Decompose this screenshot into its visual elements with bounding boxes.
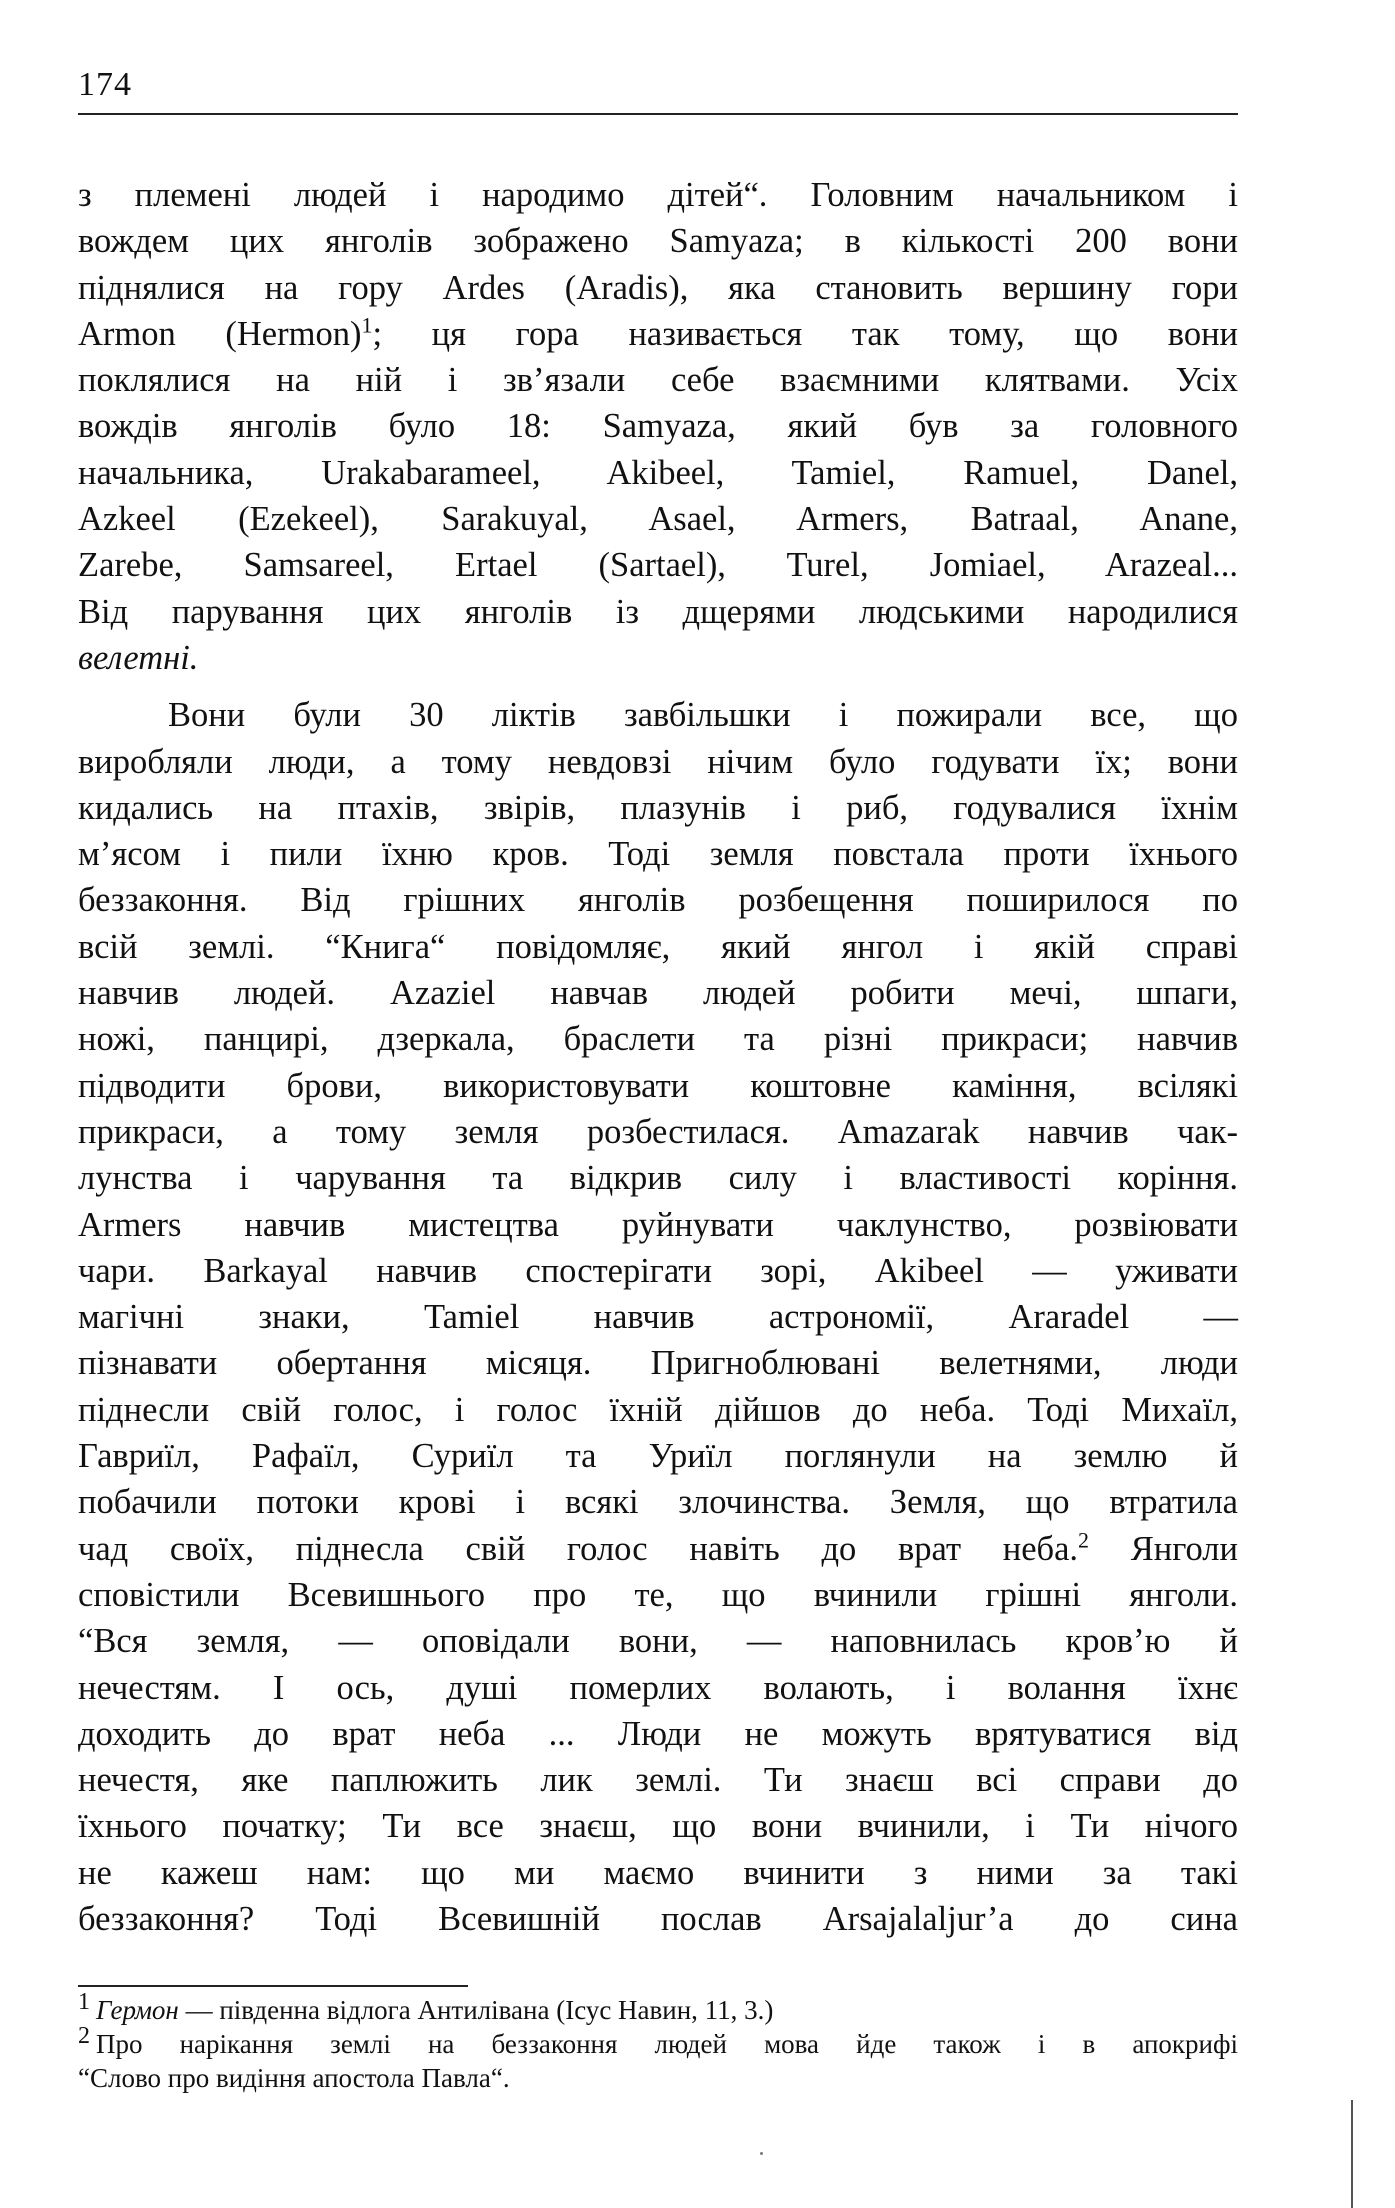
text-line: сповістили Всевишнього про те, що вчинили грішні янголи. <box>78 1575 1238 1614</box>
footnote-text: — південна відлога Антилівана (Ісус Навин, 11, 3.) <box>178 1995 774 2025</box>
text-line: м’ясом і пили їхню кров. Тоді земля повстала проти їхнього <box>78 835 1238 874</box>
text-line: Від парування цих янголів із дщерями людськими народилися <box>78 592 1238 631</box>
scan-speck <box>760 2152 763 2155</box>
text-line: беззаконня. Від грішних янголів розбещення поширилося по <box>78 881 1238 920</box>
footnote-number: 2 <box>78 2023 90 2049</box>
footnote-rule <box>78 1985 468 1987</box>
text-fragment: Armon (Hermon) <box>78 314 362 353</box>
text-line: Zarebe, Samsareel, Ertael (Sartael), Turel, Jomiael, Arazeal... <box>78 546 1238 585</box>
text-line: Azkeel (Ezekeel), Sarakuyal, Asael, Armers, Batraal, Anane, <box>78 500 1238 539</box>
footnote-1 <box>78 1989 1238 2027</box>
text-line: начальника, Urakabarameel, Akibeel, Tamiel, Ramuel, Danel, <box>78 453 1238 492</box>
text-line: беззаконня? Тоді Всевишній послав Arsajalaljur’a до сина <box>78 1899 1238 1938</box>
text-line: всій землі. “Книга“ повідомляє, який янгол і якій справі <box>78 927 1238 966</box>
body-text <box>78 172 1238 1942</box>
text-fragment: ; ця гора називається так тому, що вони <box>372 314 1238 353</box>
page-number: 174 <box>78 66 132 103</box>
text-line: не кажеш нам: що ми маємо вчинити з ними за такі <box>78 1853 1238 1892</box>
text-fragment: чад своїх, піднесла свій голос навіть до врат неба. <box>78 1529 1079 1568</box>
footnote-ref-2[interactable]: 2 <box>1078 1527 1090 1553</box>
text-line: Armers навчив мистецтва руйнувати чаклунство, розвіювати <box>78 1205 1238 1244</box>
text-line: з племені людей і народимо дітей“. Головним начальником і <box>78 176 1238 214</box>
text-line: нечестя, яке паплюжить лик землі. Ти знаєш всі справи до <box>78 1761 1238 1800</box>
text-line: пізнавати обертання місяця. Пригноблювані велетнями, люди <box>78 1344 1238 1383</box>
scan-edge-mark <box>1351 2100 1353 2208</box>
footnote-text: Про нарікання землі на беззаконня людей мова йде також і в апокрифі <box>96 2029 1238 2059</box>
text-line <box>78 311 1238 357</box>
text-line: піднялися на гору Ardes (Aradis), яка становить вершину гори <box>78 268 1238 307</box>
text-line: вождів янголів було 18: Samyaza, який був за головного <box>78 407 1238 446</box>
footnote-2 <box>78 2023 1238 2061</box>
footnote-ref-1[interactable]: 1 <box>361 312 373 338</box>
text-line: ножі, панцирі, дзеркала, браслети та різні прикраси; навчив <box>78 1020 1238 1059</box>
header-rule <box>78 113 1238 115</box>
text-line: лунства і чарування та відкрив силу і властивості коріння. <box>78 1159 1238 1198</box>
text-line: вождем цих янголів зображено Samyaza; в кількості 200 вони <box>78 222 1238 261</box>
text-line: доходить до врат неба ... Люди не можуть врятуватися від <box>78 1714 1238 1753</box>
text-line: побачили потоки крові і всякі злочинства. Земля, що втратила <box>78 1483 1238 1522</box>
text-line: підводити брови, використовувати коштовне каміння, всілякі <box>78 1066 1238 1105</box>
text-line: піднесли свій голос, і голос їхній дійшов до неба. Тоді Михаїл, <box>78 1390 1238 1429</box>
footnote-2-continuation: “Слово про видіння апостола Павла“. <box>78 2063 510 2093</box>
text-line: магічні знаки, Tamiel навчив астрономії, Araradel — <box>78 1298 1238 1337</box>
footnotes <box>78 1989 1238 2095</box>
text-line: Вони були 30 ліктів завбільшки і пожирали все, що <box>168 696 1238 735</box>
text-line: навчив людей. Azaziel навчав людей робити мечі, шпаги, <box>78 974 1238 1013</box>
text-line: їхнього початку; Ти все знаєш, що вони вчинили, і Ти нічого <box>78 1807 1238 1846</box>
text-line: прикраси, а тому земля розбестилася. Amazarak навчив чак- <box>78 1112 1238 1151</box>
text-line: нечестям. І ось, душі померлих волають, і волання їхнє <box>78 1668 1238 1707</box>
text-line: Гавриїл, Рафаїл, Суриїл та Уриїл поглянули на землю й <box>78 1437 1238 1476</box>
text-line: “Вся земля, — оповідали вони, — наповнилась кров’ю й <box>78 1622 1238 1661</box>
text-line: кидались на птахів, звірів, плазунів і риб, годувалися їхнім <box>78 788 1238 827</box>
text-line-italic: велетні. <box>78 638 199 677</box>
text-line <box>78 1526 1238 1572</box>
text-line: чари. Barkayal навчив спостерігати зорі, Akibeel — уживати <box>78 1251 1238 1290</box>
text-fragment: Янголи <box>1089 1529 1238 1568</box>
text-line: поклялися на ній і зв’язали себе взаємними клятвами. Усіх <box>78 361 1238 400</box>
text-line: виробляли люди, а тому невдовзі нічим було годувати їх; вони <box>78 742 1238 781</box>
footnote-number: 1 <box>78 1989 90 2015</box>
footnote-term: Гермон <box>96 1995 179 2025</box>
paragraph-gap <box>78 681 1238 692</box>
